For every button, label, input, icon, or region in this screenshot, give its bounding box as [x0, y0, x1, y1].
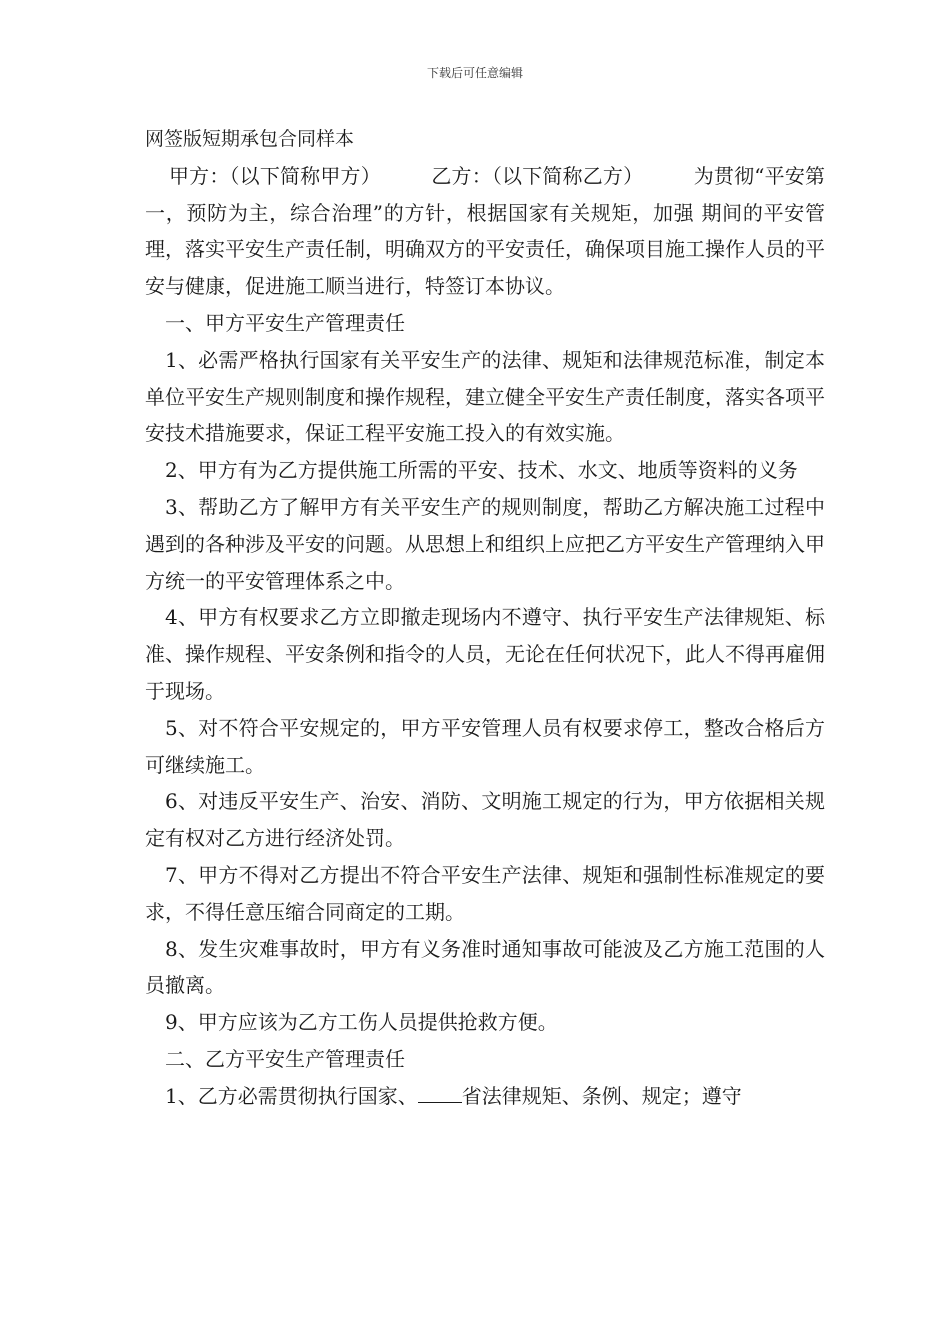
document-title: 网签版短期承包合同样本: [145, 128, 355, 150]
clause-b-1-text-end: 省法律规矩、条例、规定；遵守: [461, 1083, 742, 1108]
clause-a-1: 1、必需严格执行国家有关平安生产的法律、规矩和法律规范标准，制定本单位平安生产规则制度和操作规程，建立健全平安生产责任制度，落实各项平安技术措施要求，保证工程平安施工投入的有效实施。: [145, 347, 825, 446]
clause-a-4: 4、甲方有权要求乙方立即撤走现场内不遵守、执行平安生产法律规矩、标准、操作规程、平安条例和指令的人员，无论在任何状况下，此人不得再雇佣于现场。: [145, 605, 825, 703]
clause-a-3: 3、帮助乙方了解甲方有关平安生产的规则制度，帮助乙方解决施工过程中遇到的各种涉及平安的问题。从思想上和组织上应把乙方平安生产管理纳入甲方统一的平安管理体系之中。: [145, 494, 825, 593]
clause-b-1: [145, 1078, 825, 1115]
clause-a-7: 7、甲方不得对乙方提出不符合平安生产法律、规矩和强制性标准规定的要求，不得任意压缩合同商定的工期。: [145, 862, 825, 924]
clause-b-1-text-start: 1、乙方必需贯彻执行国家、: [165, 1083, 418, 1108]
document-body: [145, 121, 825, 1115]
intro-paragraph: 甲方：（以下简称甲方） 乙方：（以下简称乙方） 为贯彻“平安第一，预防为主，综合治理”的方针，根据国家有关规矩，加强 期间的平安管理，落实平安生产责任制，明确双方的平安责任，确保项目施工操作人员的平安与健康，促进施工顺当进行，特签订本协议。: [145, 163, 825, 299]
section-heading-party-a: 一、甲方平安生产管理责任: [165, 310, 405, 335]
clause-a-8: 8、发生灾难事故时，甲方有义务准时通知事故可能波及乙方施工范围的人员撤离。: [145, 936, 825, 998]
fill-in-blank-province[interactable]: [418, 1084, 462, 1103]
clause-a-2: 2、甲方有为乙方提供施工所需的平安、技术、水文、地质等资料的义务: [165, 458, 798, 483]
clause-a-6: 6、对违反平安生产、治安、消防、文明施工规定的行为，甲方依据相关规定有权对乙方进行经济处罚。: [145, 789, 825, 851]
section-heading-party-b: 二、乙方平安生产管理责任: [165, 1046, 405, 1071]
clause-a-9: 9、甲方应该为乙方工伤人员提供抢救方便。: [165, 1010, 558, 1035]
clause-a-5: 5、对不符合平安规定的，甲方平安管理人员有权要求停工，整改合格后方可继续施工。: [145, 715, 825, 777]
page-header-note: 下载后可任意编辑: [426, 66, 523, 80]
